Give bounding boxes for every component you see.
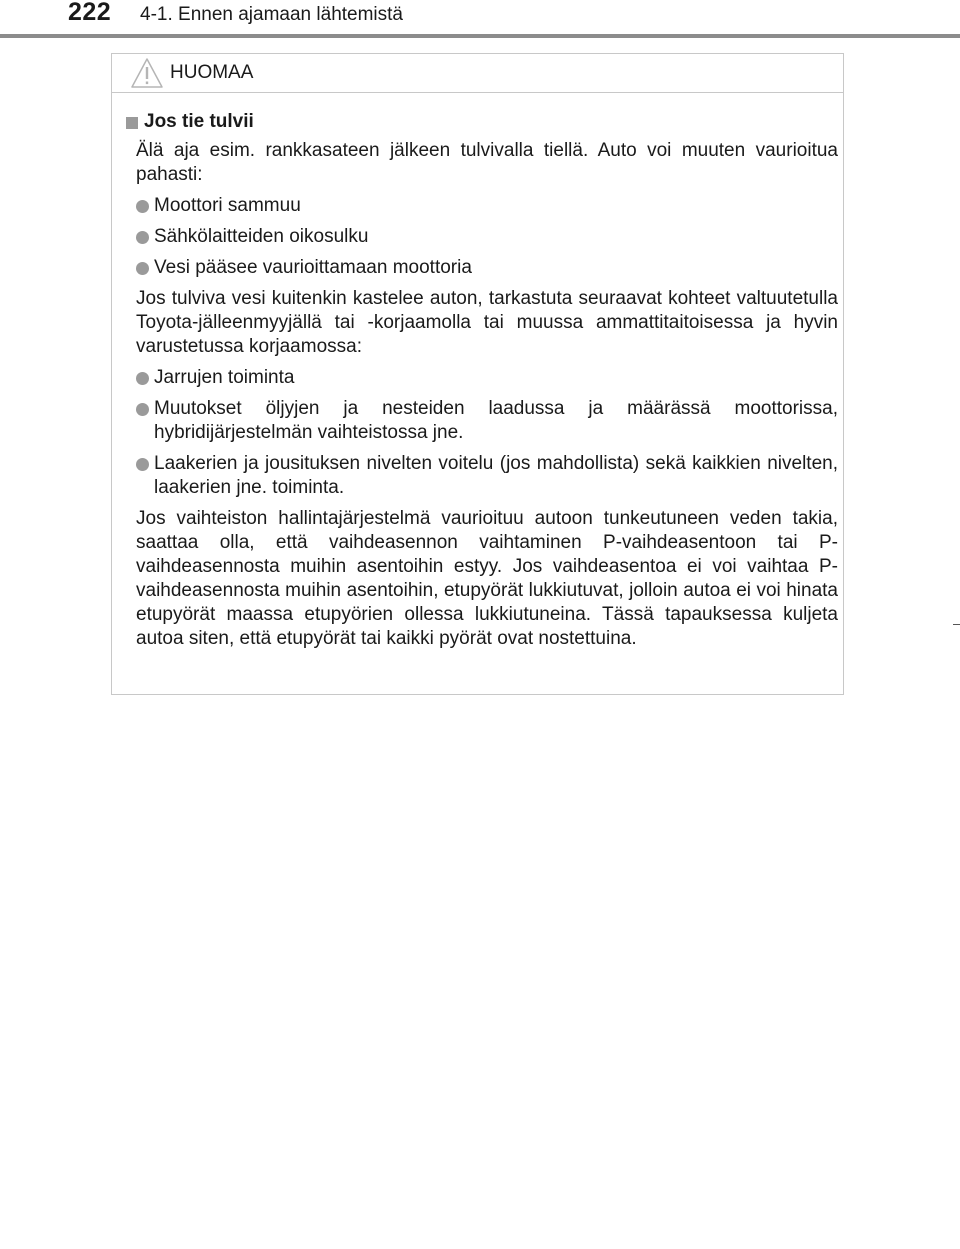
warning-triangle-icon	[130, 57, 164, 89]
circle-bullet-icon	[136, 458, 149, 471]
circle-bullet-icon	[136, 200, 149, 213]
circle-bullet-icon	[136, 372, 149, 385]
list-item-text: Laakerien ja jousituksen nivelten voitelu (jos mahdollista) sekä kaikkien nivelten, laakerien jne. toiminta.	[154, 453, 838, 498]
list-item-text: Moottori sammuu	[154, 195, 301, 216]
list-item	[136, 366, 838, 390]
list-item	[136, 225, 838, 249]
list-item-text: Vesi pääsee vaurioittamaan moottoria	[154, 257, 472, 278]
circle-bullet-icon	[136, 262, 149, 275]
closing-paragraph: Jos vaihteiston hallintajärjestelmä vaurioituu autoon tunkeutuneen veden takia, saattaa olla, että vaihdeasennon vaihtaminen P-vaihdeasentoon tai P-vaihdeasennosta muihin asentoihin estyy. Jos vaihdeasentoa ei voi vaihtaa P-vaihdeasennosta muihin asentoihin, etupyörät lukkiutuvat, jolloin autoa ei voi hinata etupyörät maassa etupyörien ollessa lukkiutuneina. Tässä tapauksessa kuljeta autoa siten, että etupyörät tai kaikki pyörät ovat nostettuina.	[136, 508, 838, 649]
list-item	[136, 194, 838, 218]
section-title: 4-1. Ennen ajamaan lähtemistä	[140, 4, 403, 25]
notice-label: HUOMAA	[170, 62, 254, 83]
list-item	[136, 397, 838, 445]
list-item-text: Sähkölaitteiden oikosulku	[154, 226, 369, 247]
middle-paragraph: Jos tulviva vesi kuitenkin kastelee auton, tarkastuta seuraavat kohteet valtuutetulla Toyota-jälleenmyyjällä tai -korjaamolla tai muussa ammattitaitoisessa ja hyvin varustetussa korjaamossa:	[136, 288, 838, 357]
notice-heading	[126, 110, 838, 134]
edge-mark	[953, 624, 960, 625]
intro-paragraph: Älä aja esim. rankkasateen jälkeen tulvivalla tiellä. Auto voi muuten vaurioitua pahasti:	[136, 140, 838, 185]
page-header	[0, 0, 960, 40]
square-bullet-icon	[126, 117, 138, 129]
notice-box	[111, 53, 844, 695]
circle-bullet-icon	[136, 231, 149, 244]
list-item	[136, 256, 838, 280]
notice-heading-text: Jos tie tulvii	[144, 111, 254, 132]
notice-header	[112, 54, 843, 93]
circle-bullet-icon	[136, 403, 149, 416]
list-item-text: Jarrujen toiminta	[154, 367, 295, 388]
list-item-text: Muutokset öljyjen ja nesteiden laadussa ja määrässä moottorissa, hybridijärjestelmän vaihteistossa jne.	[154, 398, 838, 443]
list-item	[136, 452, 838, 500]
header-rule	[0, 34, 960, 38]
page-number: 222	[68, 0, 112, 26]
notice-content	[126, 110, 838, 658]
